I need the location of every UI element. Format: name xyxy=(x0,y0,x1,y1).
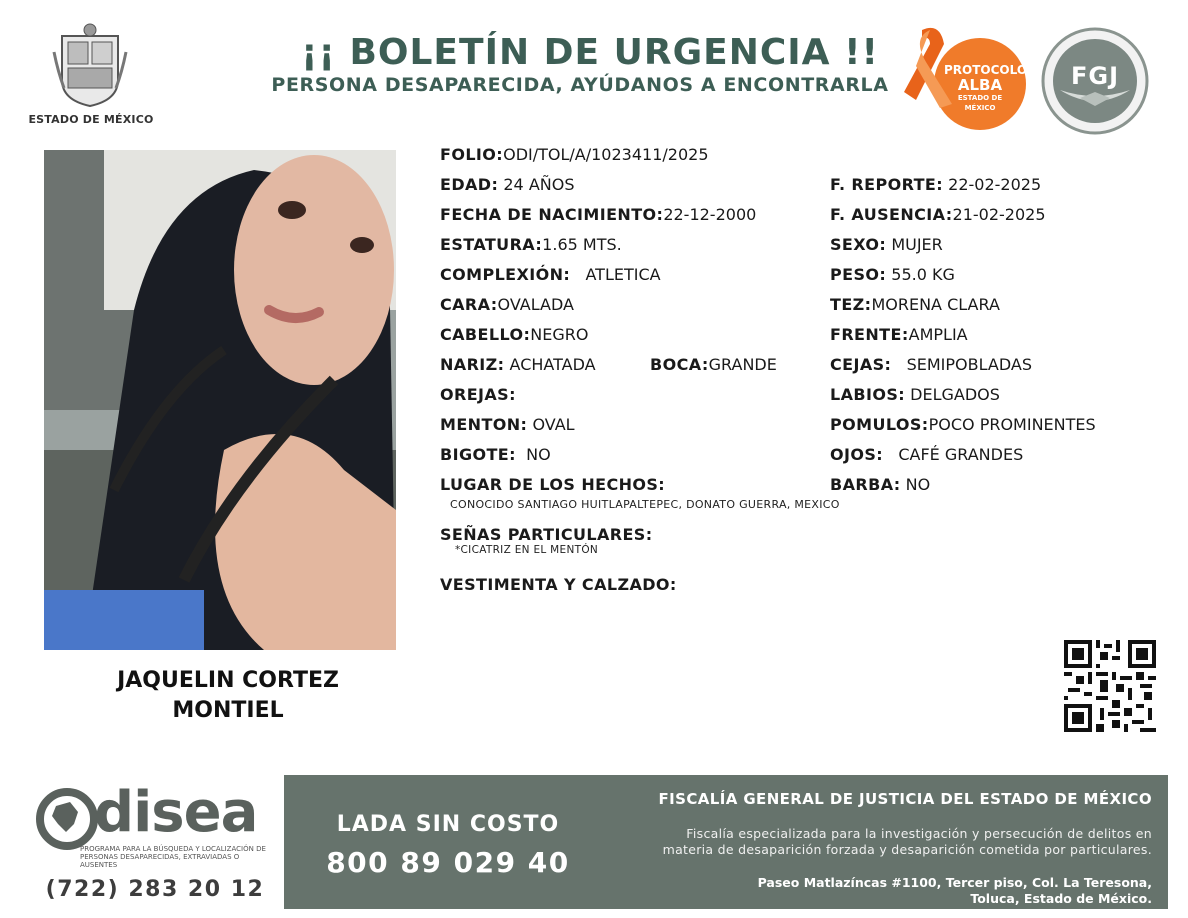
field-label: TEZ: xyxy=(830,295,872,314)
field-value: ODI/TOL/A/1023411/2025 xyxy=(503,145,709,164)
field-barba xyxy=(830,475,930,495)
field-cejas xyxy=(830,355,1032,375)
field-value: MORENA CLARA xyxy=(871,295,1000,314)
field-label: OREJAS: xyxy=(440,385,516,404)
fgj-title: FISCALÍA GENERAL DE JUSTICIA DEL ESTADO DE MÉXICO xyxy=(658,790,1152,808)
estado-de-mexico-coat-of-arms-icon xyxy=(52,22,128,108)
field-labios xyxy=(830,385,1000,405)
field-senas xyxy=(440,525,653,545)
field-value: ATLETICA xyxy=(585,265,661,284)
field-menton xyxy=(440,415,575,435)
person-name-line-2: MONTIEL xyxy=(172,698,284,723)
fgj-address-line: Toluca, Estado de México. xyxy=(970,891,1152,906)
field-label: MENTON: xyxy=(440,415,528,434)
person-name-line-1: JAQUELIN CORTEZ xyxy=(117,668,339,693)
field-fecha-reporte xyxy=(830,175,1041,195)
field-frente xyxy=(830,325,968,345)
missing-person-photo xyxy=(44,150,396,650)
field-label: FRENTE: xyxy=(830,325,909,344)
field-folio xyxy=(440,145,709,165)
field-value: 55.0 KG xyxy=(891,265,955,284)
field-value: CAFÉ GRANDES xyxy=(898,445,1024,464)
fgj-description-line: materia de desaparición forzada y desaparición cometida por particulares. xyxy=(662,842,1152,857)
field-value: NO xyxy=(526,445,551,464)
qr-code-icon[interactable] xyxy=(1064,640,1156,732)
alba-line-3: ESTADO DE MÉXICO xyxy=(957,94,1003,112)
field-label: BARBA: xyxy=(830,475,901,494)
field-label: CARA: xyxy=(440,295,498,314)
field-label: VESTIMENTA Y CALZADO: xyxy=(440,575,677,594)
alba-line-1: PROTOCOLO xyxy=(944,63,1028,77)
field-label: COMPLEXIÓN: xyxy=(440,265,571,284)
field-lugar-hechos xyxy=(440,475,665,495)
fgj-address xyxy=(600,875,1152,907)
field-value: DELGADOS xyxy=(910,385,1000,404)
field-label: NARIZ: xyxy=(440,355,505,374)
field-value: ACHATADA xyxy=(509,355,596,374)
field-orejas xyxy=(440,385,516,405)
field-label: F. REPORTE: xyxy=(830,175,944,194)
field-value: OVAL xyxy=(532,415,575,434)
field-cabello xyxy=(440,325,588,345)
field-label: FECHA DE NACIMIENTO: xyxy=(440,205,664,224)
field-edad xyxy=(440,175,574,195)
field-value: 22-02-2025 xyxy=(948,175,1042,194)
field-label: LUGAR DE LOS HECHOS: xyxy=(440,475,666,494)
fgj-seal-label: FGJ xyxy=(1070,62,1120,90)
odisea-brand-text: disea xyxy=(94,780,258,845)
field-fecha-ausencia xyxy=(830,205,1046,225)
estado-de-mexico-label: ESTADO DE MÉXICO xyxy=(28,113,154,126)
field-label: ESTATURA: xyxy=(440,235,543,254)
field-value: OVALADA xyxy=(497,295,574,314)
field-fecha-nacimiento xyxy=(440,205,756,225)
field-label: POMULOS: xyxy=(830,415,929,434)
field-value: 22-12-2000 xyxy=(663,205,757,224)
field-label: BIGOTE: xyxy=(440,445,516,464)
odisea-o-icon xyxy=(36,788,98,850)
field-value: 24 AÑOS xyxy=(503,175,575,194)
field-label: PESO: xyxy=(830,265,887,284)
protocolo-alba-logo xyxy=(900,22,1030,134)
field-label: CEJAS: xyxy=(830,355,892,374)
field-peso xyxy=(830,265,955,285)
field-ojos xyxy=(830,445,1023,465)
field-label: F. AUSENCIA: xyxy=(830,205,953,224)
field-value: NO xyxy=(905,475,931,494)
field-tez xyxy=(830,295,1000,315)
lada-phone-number[interactable]: 800 89 029 40 xyxy=(326,846,570,879)
field-senas-value: *CICATRIZ EN EL MENTÓN xyxy=(455,544,599,556)
field-boca xyxy=(650,355,777,375)
odisea-description: PROGRAMA PARA LA BÚSQUEDA Y LOCALIZACIÓN DE PERSONAS DESAPARECIDAS, EXTRAVIADAS O AUSENTES xyxy=(80,845,266,869)
alba-line-2: ALBA xyxy=(957,76,1003,94)
field-lugar-value: CONOCIDO SANTIAGO HUITLAPALTEPEC, DONATO GUERRA, MEXICO xyxy=(450,498,840,511)
field-label: OJOS: xyxy=(830,445,884,464)
field-value: AMPLIA xyxy=(908,325,968,344)
field-label: SEXO: xyxy=(830,235,887,254)
field-value: 21-02-2025 xyxy=(952,205,1046,224)
field-value: SEMIPOBLADAS xyxy=(906,355,1032,374)
field-label: LABIOS: xyxy=(830,385,906,404)
field-bigote xyxy=(440,445,551,465)
fgj-description-line: Fiscalía especializada para la investigación y persecución de delitos en xyxy=(686,826,1152,841)
field-label: EDAD: xyxy=(440,175,499,194)
person-name xyxy=(60,666,396,726)
field-value: NEGRO xyxy=(530,325,589,344)
field-sexo xyxy=(830,235,943,255)
field-label: BOCA: xyxy=(650,355,709,374)
fgj-address-line: Paseo Matlazíncas #1100, Tercer piso, Col. La Teresona, xyxy=(757,875,1152,890)
field-nariz xyxy=(440,355,596,375)
field-label: FOLIO: xyxy=(440,145,504,164)
field-complexion xyxy=(440,265,661,285)
field-value: POCO PROMINENTES xyxy=(928,415,1096,434)
field-label: CABELLO: xyxy=(440,325,531,344)
field-value: 1.65 MTS. xyxy=(542,235,622,254)
fgj-description xyxy=(600,826,1152,858)
fgj-seal xyxy=(1040,26,1150,136)
field-pomulos xyxy=(830,415,1096,435)
field-value: MUJER xyxy=(891,235,943,254)
lada-sin-costo-label: LADA SIN COSTO xyxy=(336,812,560,837)
bulletin-title: ¡¡ BOLETÍN DE URGENCIA !! xyxy=(301,32,879,73)
field-cara xyxy=(440,295,574,315)
field-vestimenta xyxy=(440,575,677,595)
field-value: GRANDE xyxy=(708,355,777,374)
field-label: SEÑAS PARTICULARES: xyxy=(440,525,653,544)
field-estatura xyxy=(440,235,622,255)
bulletin-subtitle: PERSONA DESAPARECIDA, AYÚDANOS A ENCONTRARLA xyxy=(271,74,889,96)
odisea-phone[interactable]: (722) 283 20 12 xyxy=(45,877,265,902)
